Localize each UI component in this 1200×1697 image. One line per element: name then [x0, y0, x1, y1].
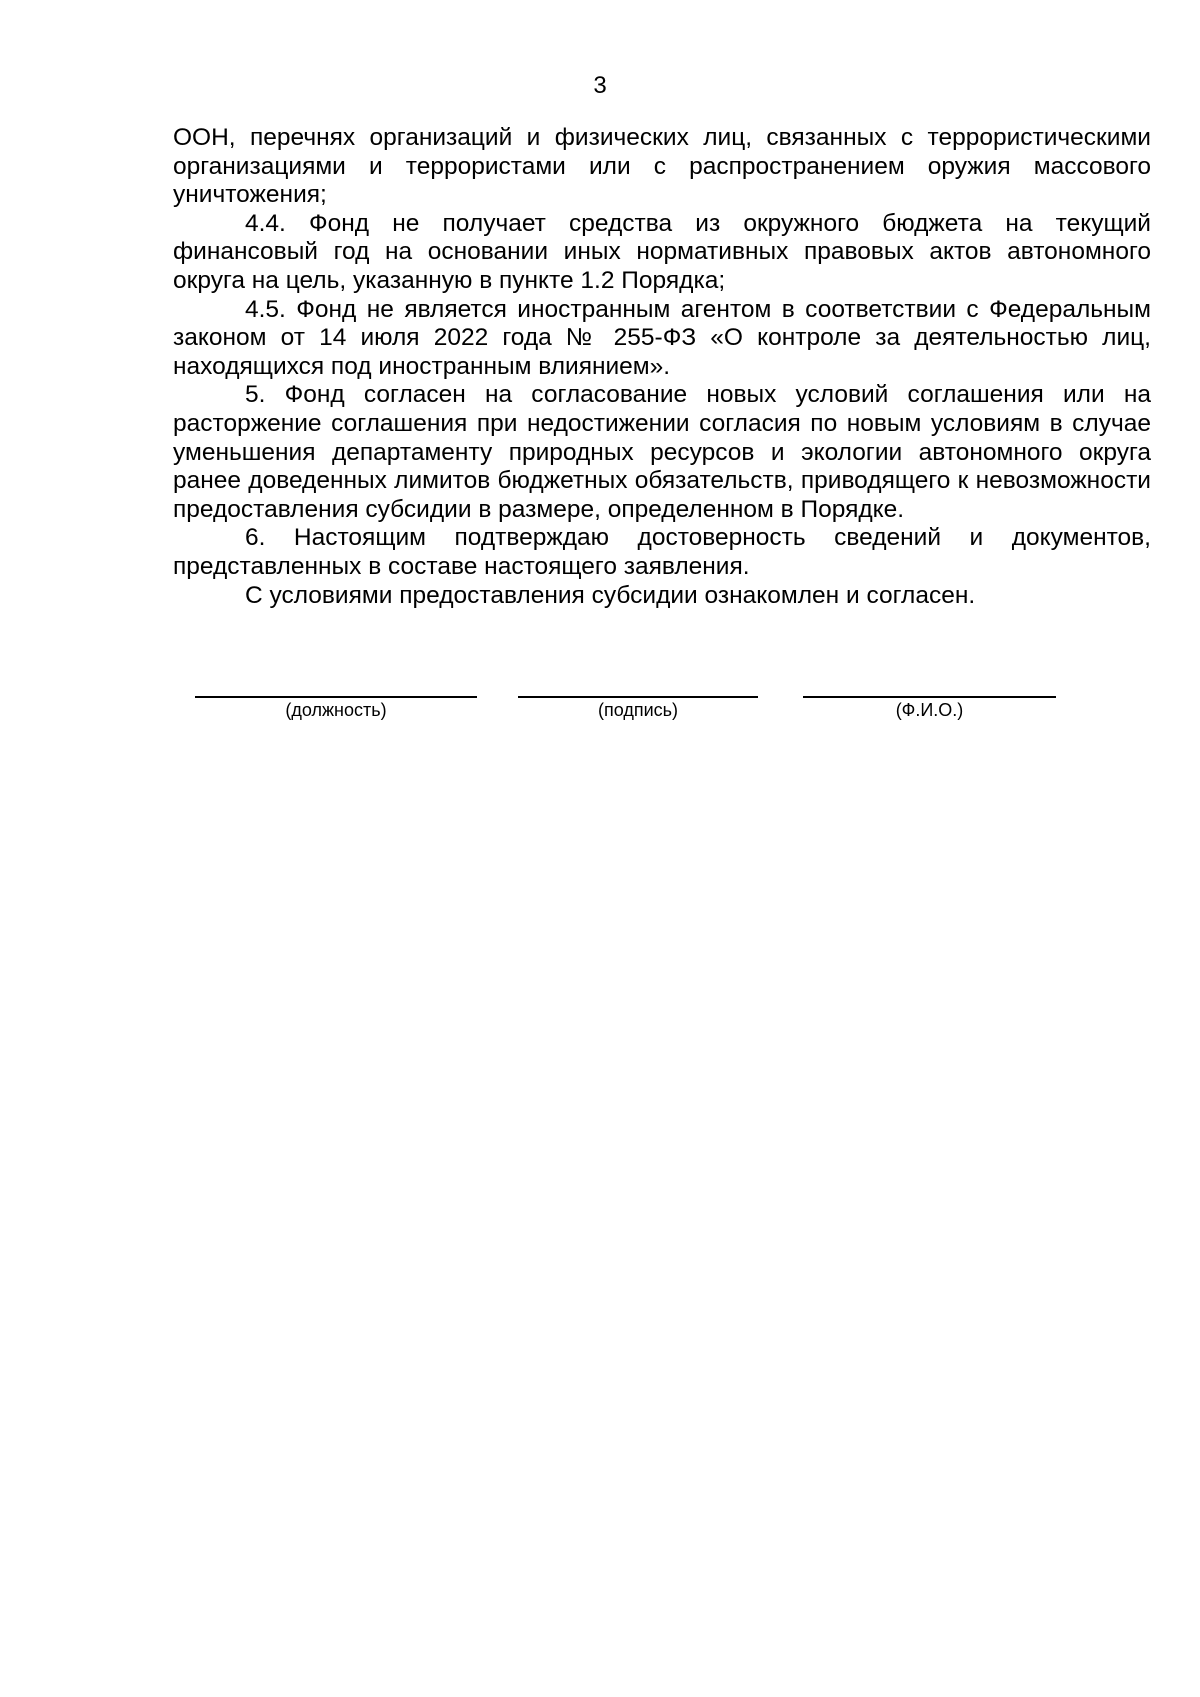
paragraph-6: 6. Настоящим подтверждаю достоверность сведений и документов, представленных в составе настоящего заявления.	[173, 524, 1151, 580]
signature-field	[518, 696, 758, 721]
paragraph-4-5: 4.5. Фонд не является иностранным агентом в соответствии с Федеральным законом от 14 июля 2022 года № 255-ФЗ «О контроле за деятельностью лиц, находящихся под иностранным влиянием».	[173, 295, 1151, 380]
paragraph-5: 5. Фонд согласен на согласование новых условий соглашения или на расторжение соглашения при недостижении согласия по новым условиям в случае уменьшения департаменту природных ресурсов и экологии автономного округа ранее доведенных лимитов бюджетных обязательств, приводящего к невозможности предоставления субсидии в размере, определенном в Порядке.	[173, 381, 1151, 523]
signature-caption: (подпись)	[597, 700, 679, 720]
paragraph-un-lists: ООН, перечнях организаций и физических лиц, связанных с террористическими организациями и террористами или с распространением оружия массового уничтожения;	[173, 124, 1151, 209]
name-signature-field	[803, 696, 1056, 721]
signature-line	[518, 696, 758, 698]
name-caption: (Ф.И.О.)	[895, 700, 964, 720]
signature-block	[0, 696, 1200, 736]
position-line	[195, 696, 477, 698]
position-caption: (должность)	[285, 700, 387, 720]
paragraph-4-4: 4.4. Фонд не получает средства из окружного бюджета на текущий финансовый год на основании иных нормативных правовых актов автономного округа на цель, указанную в пункте 1.2 Порядка;	[173, 209, 1151, 294]
page-number: 3	[593, 72, 607, 99]
position-signature-field	[195, 696, 477, 721]
name-line	[803, 696, 1056, 698]
paragraph-agreement: С условиями предоставления субсидии ознакомлен и согласен.	[245, 581, 976, 609]
document-body	[173, 124, 1151, 610]
